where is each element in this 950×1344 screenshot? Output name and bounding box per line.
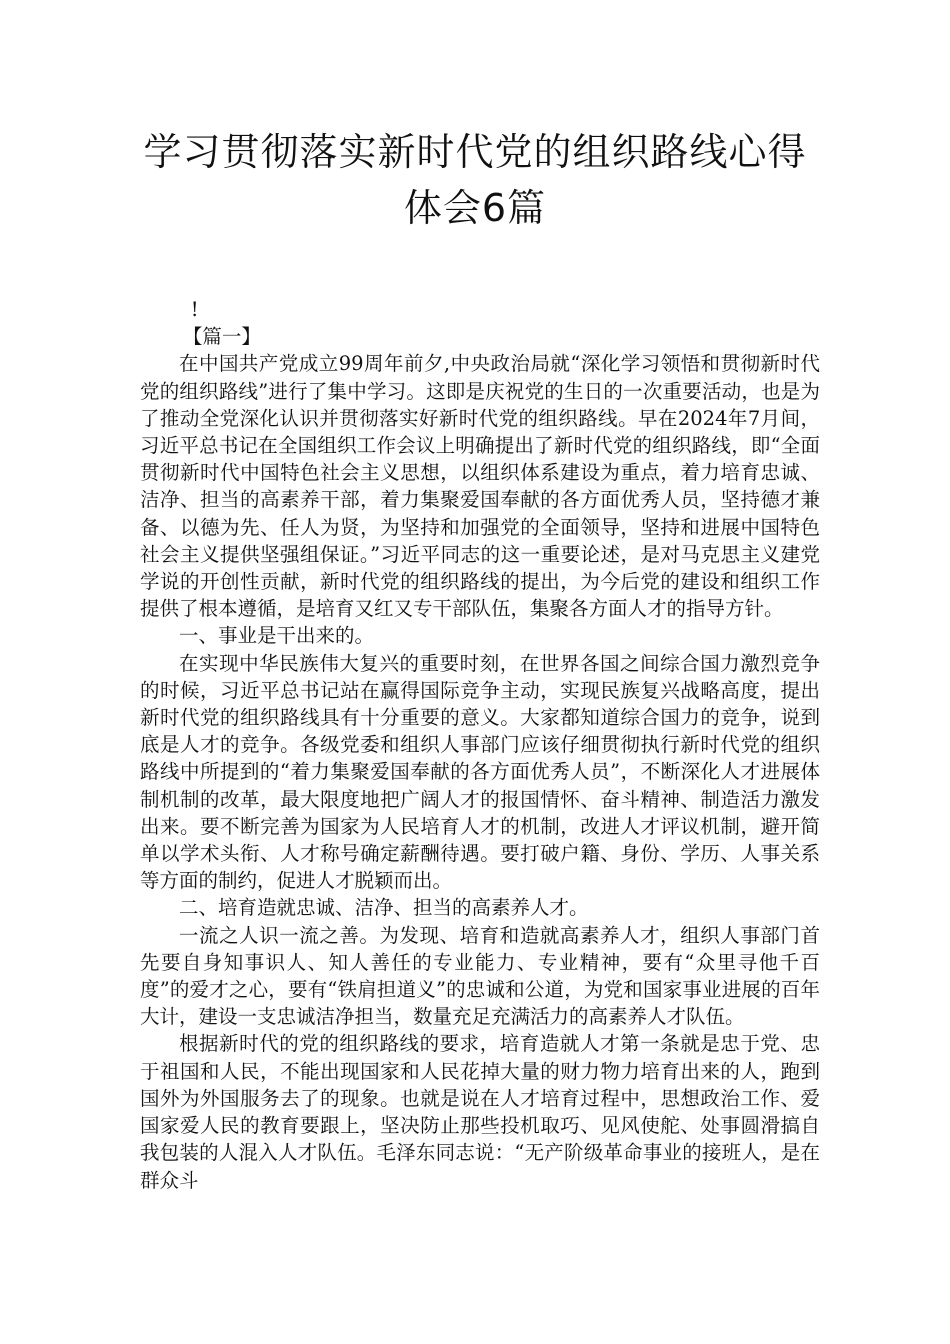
document-body (140, 296, 820, 1194)
section-heading: 一、事业是干出来的。 (179, 624, 375, 648)
paragraph: 一流之人识一流之善。为发现、培育和造就高素养人才，组织人事部门首先要自身知事识人、知人善任的专业能力、专业精神，要有“众里寻他千百度”的爱才之心，要有“铁肩担道义”的忠诚和公道，为党和国家事业进展的百年大计，建设一支忠诚洁净担当，数量充足充满活力的高素养人才队伍。 (140, 923, 820, 1029)
document-title (120, 124, 830, 236)
paragraph: 在实现中华民族伟大复兴的重要时刻，在世界各国之间综合国力激烈竞争的时候，习近平总书记站在赢得国际竞争主动，实现民族复兴战略高度，提出新时代党的组织路线具有十分重要的意义。大家都知道综合国力的竞争，说到底是人才的竞争。各级党委和组织人事部门应该仔细贯彻执行新时代党的组织路线中所提到的“着力集聚爱国奉献的各方面优秀人员”，不断深化人才进展体制机制的改革，最大限度地把广阔人才的报国情怀、奋斗精神、制造活力激发出来。要不断完善为国家为人民培育人才的机制，改进人才评议机制，避开简单以学术头衔、人才称号确定薪酬待遇。要打破户籍、身份、学历、人事关系等方面的制约，促进人才脱颖而出。 (140, 651, 820, 893)
section-label: 【篇一】 (182, 325, 261, 349)
paragraph: 在中国共产党成立99周年前夕,中央政治局就“深化学习领悟和贯彻新时代党的组织路线”进行了集中学习。这即是庆祝党的生日的一次重要活动，也是为了推动全党深化认识并贯彻落实好新时代党的组织路线。早在2024年7月间，习近平总书记在全国组织工作会议上明确提出了新时代党的组织路线，即“全面贯彻新时代中国特色社会主义思想，以组织体系建设为重点，着力培育忠诚、洁净、担当的高素养干部，着力集聚爱国奉献的各方面优秀人员，坚持德才兼备、以德为先、任人为贤，为坚持和加强党的全面领导，坚持和进展中国特色社会主义提供坚强组保证。”习近平同志的这一重要论述，是对马克思主义建党学说的开创性贡献，新时代党的组织路线的提出，为今后党的建设和组织工作提供了根本遵循，是培育又红又专干部队伍，集聚各方面人才的指导方针。 (140, 352, 820, 621)
paragraph: 根据新时代的党的组织路线的要求，培育造就人才第一条就是忠于党、忠于祖国和人民，不能出现国家和人民花掉大量的财力物力培育出来的人，跑到国外为外国服务去了的现象。也就是说在人才培育过程中，思想政治工作、爱国家爱人民的教育要跟上，坚决防止那些投机取巧、见风使舵、处事圆滑搞自我包装的人混入人才队伍。毛泽东同志说：“无产阶级革命事业的接班人，是在群众斗 (140, 1032, 820, 1192)
exclamation-mark: ! (190, 298, 199, 321)
document-title-line-1: 学习贯彻落实新时代党的组织路线心得 (143, 130, 807, 174)
section-heading: 二、培育造就忠诚、洁净、担当的高素养人才。 (179, 896, 589, 920)
document-title-line-2: 体会6篇 (403, 186, 547, 230)
